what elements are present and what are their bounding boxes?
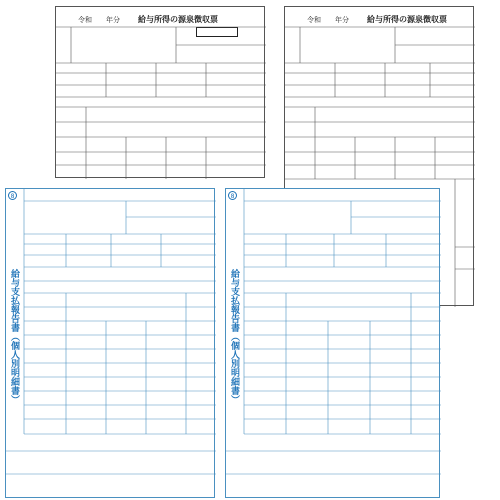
form-grid xyxy=(56,7,266,179)
form-grid xyxy=(226,189,441,499)
vertical-form-title: 給与支払報告書（個人別明細書） xyxy=(229,269,239,404)
year-label: 年分 xyxy=(335,16,349,24)
form-title: 給与所得の源泉徴収票 xyxy=(138,15,218,24)
form-grid xyxy=(6,189,216,499)
era-label: 令和 xyxy=(78,16,92,24)
withholding-slip-top-left xyxy=(55,6,265,178)
payment-report-bottom-right xyxy=(225,188,440,498)
vertical-form-title: 給与支払報告書（個人別明細書） xyxy=(9,269,19,404)
form-title: 給与所得の源泉徴収票 xyxy=(367,15,447,24)
form-number-badge: 8 xyxy=(228,191,237,200)
payment-report-bottom-left xyxy=(5,188,215,498)
era-label: 令和 xyxy=(307,16,321,24)
form-number-badge: 8 xyxy=(8,191,17,200)
year-label: 年分 xyxy=(106,16,120,24)
